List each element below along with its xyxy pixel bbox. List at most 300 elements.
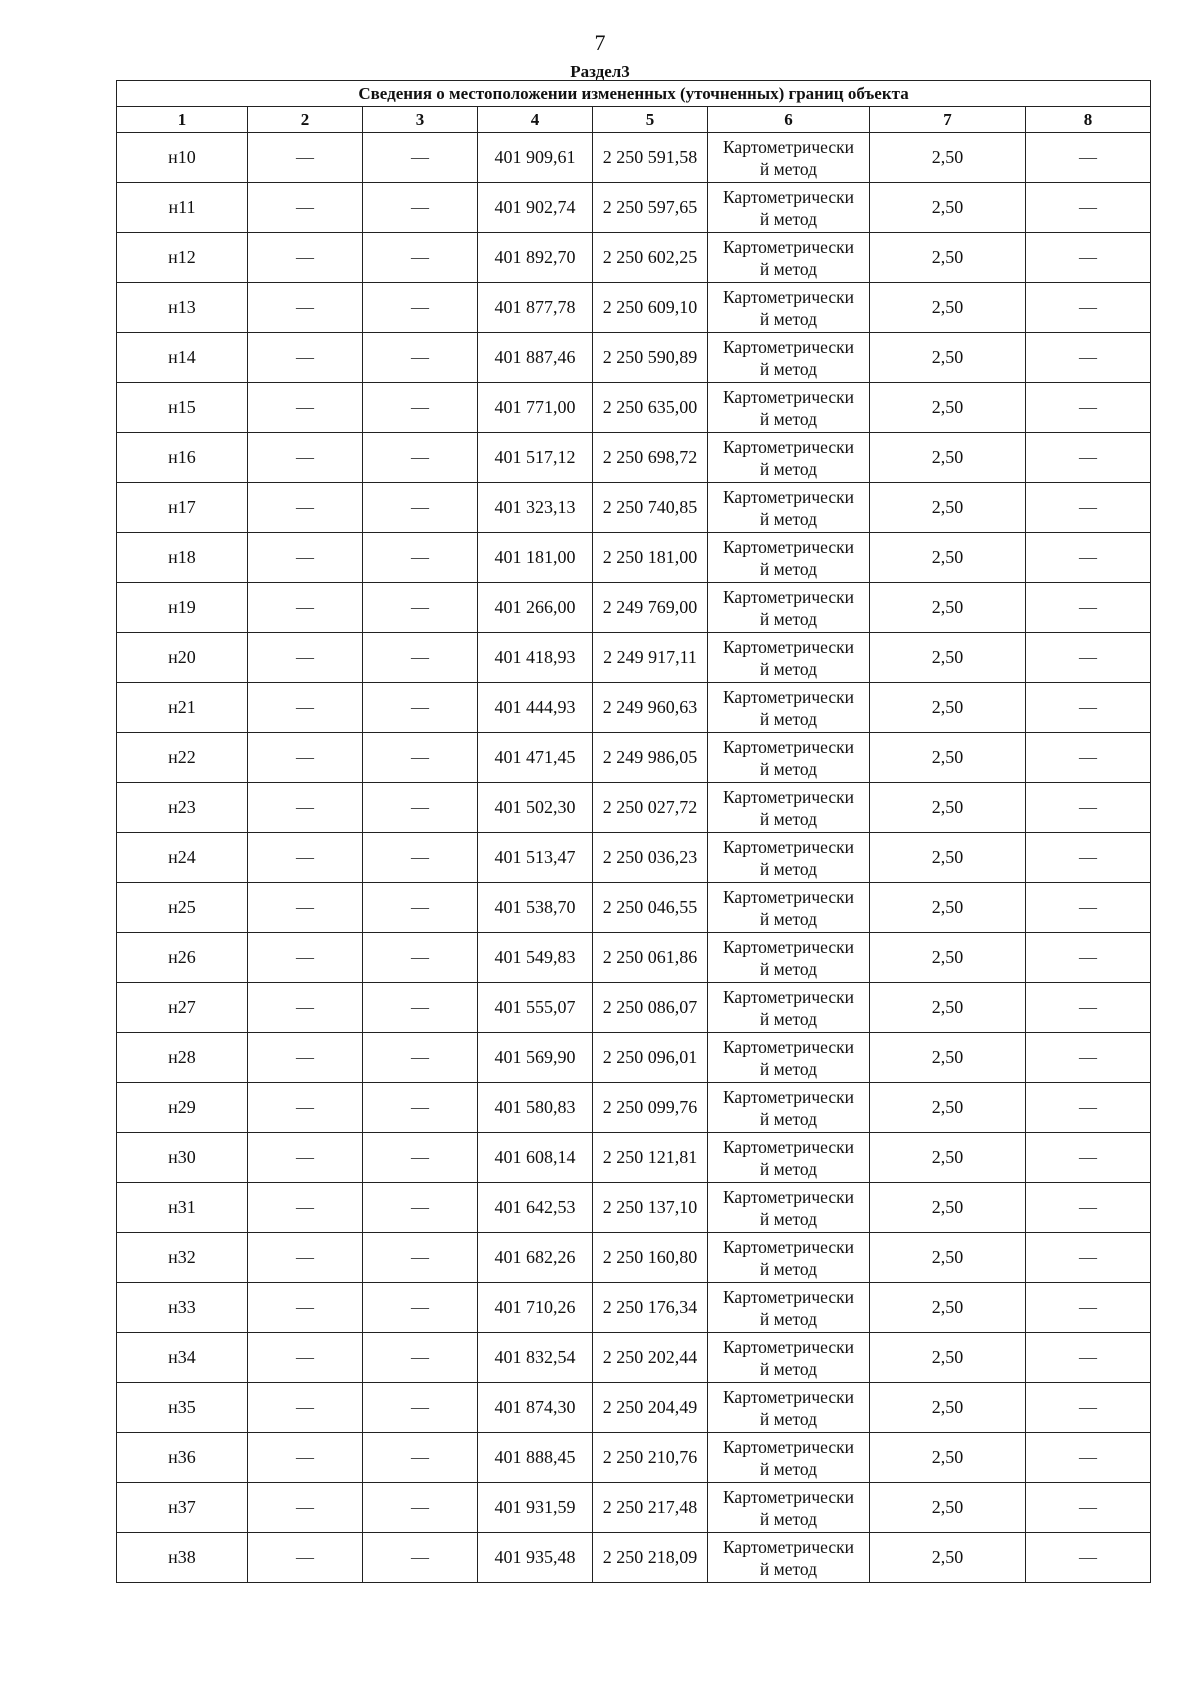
method-cell <box>708 133 870 183</box>
y-coordinate-cell: 2 249 960,63 <box>593 683 708 733</box>
method-line-1: Картометрически <box>722 586 855 607</box>
method-line-2: й метод <box>759 1258 818 1279</box>
point-cell: н10 <box>117 133 248 183</box>
method-line-2: й метод <box>759 658 818 679</box>
y-coordinate-cell: 2 250 181,00 <box>593 533 708 583</box>
method-line-2: й метод <box>759 1208 818 1229</box>
method-line-1: Картометрически <box>722 886 855 907</box>
method-cell <box>708 733 870 783</box>
accuracy-cell: 2,50 <box>870 1383 1026 1433</box>
column-number: 4 <box>478 107 593 133</box>
point-cell: н17 <box>117 483 248 533</box>
table-row <box>117 833 1151 883</box>
x-coordinate-cell: 401 580,83 <box>478 1083 593 1133</box>
col3-cell: — <box>363 133 478 183</box>
point-cell: н14 <box>117 333 248 383</box>
method-line-2: й метод <box>759 908 818 929</box>
x-coordinate-cell: 401 877,78 <box>478 283 593 333</box>
col2-cell: — <box>248 1033 363 1083</box>
col2-cell: — <box>248 1383 363 1433</box>
col3-cell: — <box>363 533 478 583</box>
table-row <box>117 1433 1151 1483</box>
table-row <box>117 583 1151 633</box>
method-line-2: й метод <box>759 1408 818 1429</box>
col2-cell: — <box>248 1483 363 1533</box>
col2-cell: — <box>248 1533 363 1583</box>
method-line-2: й метод <box>759 858 818 879</box>
col3-cell: — <box>363 383 478 433</box>
col3-cell: — <box>363 1183 478 1233</box>
col2-cell: — <box>248 983 363 1033</box>
point-cell: н19 <box>117 583 248 633</box>
col3-cell: — <box>363 1083 478 1133</box>
method-cell <box>708 833 870 883</box>
method-line-1: Картометрически <box>722 1436 855 1457</box>
y-coordinate-cell: 2 250 210,76 <box>593 1433 708 1483</box>
column-number: 5 <box>593 107 708 133</box>
table-row <box>117 433 1151 483</box>
boundary-table <box>116 80 1151 1583</box>
col3-cell: — <box>363 833 478 883</box>
accuracy-cell: 2,50 <box>870 1333 1026 1383</box>
point-cell: н24 <box>117 833 248 883</box>
accuracy-cell: 2,50 <box>870 283 1026 333</box>
x-coordinate-cell: 401 471,45 <box>478 733 593 783</box>
point-cell: н33 <box>117 1283 248 1333</box>
col8-cell: — <box>1026 883 1151 933</box>
col8-cell: — <box>1026 283 1151 333</box>
col3-cell: — <box>363 183 478 233</box>
col3-cell: — <box>363 1383 478 1433</box>
y-coordinate-cell: 2 250 046,55 <box>593 883 708 933</box>
column-number: 8 <box>1026 107 1151 133</box>
table-row <box>117 1333 1151 1383</box>
point-cell: н25 <box>117 883 248 933</box>
method-line-2: й метод <box>759 808 818 829</box>
method-line-2: й метод <box>759 708 818 729</box>
y-coordinate-cell: 2 250 590,89 <box>593 333 708 383</box>
point-cell: н18 <box>117 533 248 583</box>
col3-cell: — <box>363 233 478 283</box>
col8-cell: — <box>1026 1433 1151 1483</box>
method-cell <box>708 983 870 1033</box>
y-coordinate-cell: 2 249 769,00 <box>593 583 708 633</box>
col8-cell: — <box>1026 1383 1151 1433</box>
col2-cell: — <box>248 683 363 733</box>
table-row <box>117 183 1151 233</box>
method-cell <box>708 233 870 283</box>
accuracy-cell: 2,50 <box>870 883 1026 933</box>
col8-cell: — <box>1026 683 1151 733</box>
method-cell <box>708 1483 870 1533</box>
point-cell: н28 <box>117 1033 248 1083</box>
col3-cell: — <box>363 1433 478 1483</box>
y-coordinate-cell: 2 250 137,10 <box>593 1183 708 1233</box>
y-coordinate-cell: 2 250 635,00 <box>593 383 708 433</box>
y-coordinate-cell: 2 250 597,65 <box>593 183 708 233</box>
col2-cell: — <box>248 233 363 283</box>
table-row <box>117 483 1151 533</box>
method-cell <box>708 1133 870 1183</box>
accuracy-cell: 2,50 <box>870 383 1026 433</box>
col3-cell: — <box>363 683 478 733</box>
method-line-2: й метод <box>759 408 818 429</box>
point-cell: н37 <box>117 1483 248 1533</box>
point-cell: н23 <box>117 783 248 833</box>
method-line-1: Картометрически <box>722 1286 855 1307</box>
x-coordinate-cell: 401 549,83 <box>478 933 593 983</box>
point-cell: н32 <box>117 1233 248 1283</box>
method-cell <box>708 1033 870 1083</box>
column-number-row <box>117 107 1151 133</box>
col8-cell: — <box>1026 833 1151 883</box>
point-cell: н11 <box>117 183 248 233</box>
point-cell: н15 <box>117 383 248 433</box>
x-coordinate-cell: 401 935,48 <box>478 1533 593 1583</box>
col3-cell: — <box>363 1483 478 1533</box>
col2-cell: — <box>248 133 363 183</box>
method-line-2: й метод <box>759 358 818 379</box>
x-coordinate-cell: 401 323,13 <box>478 483 593 533</box>
accuracy-cell: 2,50 <box>870 233 1026 283</box>
table-row <box>117 533 1151 583</box>
x-coordinate-cell: 401 181,00 <box>478 533 593 583</box>
method-line-1: Картометрически <box>722 536 855 557</box>
col8-cell: — <box>1026 1183 1151 1233</box>
col3-cell: — <box>363 633 478 683</box>
accuracy-cell: 2,50 <box>870 1283 1026 1333</box>
table-body <box>117 133 1151 1583</box>
method-line-1: Картометрически <box>722 636 855 657</box>
y-coordinate-cell: 2 250 218,09 <box>593 1533 708 1583</box>
method-line-1: Картометрически <box>722 1136 855 1157</box>
col2-cell: — <box>248 783 363 833</box>
method-line-1: Картометрически <box>722 986 855 1007</box>
method-cell <box>708 533 870 583</box>
x-coordinate-cell: 401 608,14 <box>478 1133 593 1183</box>
col2-cell: — <box>248 283 363 333</box>
table-row <box>117 783 1151 833</box>
point-cell: н34 <box>117 1333 248 1383</box>
method-line-1: Картометрически <box>722 1386 855 1407</box>
point-cell: н26 <box>117 933 248 983</box>
col3-cell: — <box>363 483 478 533</box>
col2-cell: — <box>248 533 363 583</box>
method-line-2: й метод <box>759 958 818 979</box>
y-coordinate-cell: 2 250 202,44 <box>593 1333 708 1383</box>
y-coordinate-cell: 2 250 609,10 <box>593 283 708 333</box>
column-number: 7 <box>870 107 1026 133</box>
column-number: 1 <box>117 107 248 133</box>
method-cell <box>708 483 870 533</box>
x-coordinate-cell: 401 502,30 <box>478 783 593 833</box>
method-line-2: й метод <box>759 1008 818 1029</box>
table-row <box>117 683 1151 733</box>
col8-cell: — <box>1026 1233 1151 1283</box>
col2-cell: — <box>248 333 363 383</box>
col2-cell: — <box>248 1283 363 1333</box>
method-line-1: Картометрически <box>722 486 855 507</box>
method-line-2: й метод <box>759 508 818 529</box>
method-cell <box>708 633 870 683</box>
method-cell <box>708 1233 870 1283</box>
method-line-1: Картометрически <box>722 836 855 857</box>
accuracy-cell: 2,50 <box>870 1483 1026 1533</box>
col3-cell: — <box>363 583 478 633</box>
x-coordinate-cell: 401 538,70 <box>478 883 593 933</box>
y-coordinate-cell: 2 250 121,81 <box>593 1133 708 1183</box>
column-number: 3 <box>363 107 478 133</box>
method-line-1: Картометрически <box>722 1186 855 1207</box>
col8-cell: — <box>1026 1033 1151 1083</box>
col2-cell: — <box>248 733 363 783</box>
method-cell <box>708 1533 870 1583</box>
accuracy-cell: 2,50 <box>870 133 1026 183</box>
x-coordinate-cell: 401 874,30 <box>478 1383 593 1433</box>
method-line-2: й метод <box>759 308 818 329</box>
method-cell <box>708 1433 870 1483</box>
col3-cell: — <box>363 983 478 1033</box>
method-line-2: й метод <box>759 1158 818 1179</box>
col3-cell: — <box>363 783 478 833</box>
col2-cell: — <box>248 483 363 533</box>
accuracy-cell: 2,50 <box>870 783 1026 833</box>
method-cell <box>708 1083 870 1133</box>
method-line-1: Картометрически <box>722 236 855 257</box>
method-cell <box>708 583 870 633</box>
table-caption: Сведения о местоположении измененных (уточненных) границ объекта <box>117 81 1151 107</box>
table-row <box>117 1283 1151 1333</box>
x-coordinate-cell: 401 888,45 <box>478 1433 593 1483</box>
method-line-1: Картометрически <box>722 936 855 957</box>
section-title: Раздел3 <box>570 62 630 81</box>
method-line-1: Картометрически <box>722 1486 855 1507</box>
table-row <box>117 1033 1151 1083</box>
col8-cell: — <box>1026 433 1151 483</box>
method-line-1: Картометрически <box>722 286 855 307</box>
table-row <box>117 1133 1151 1183</box>
y-coordinate-cell: 2 250 061,86 <box>593 933 708 983</box>
method-line-1: Картометрически <box>722 736 855 757</box>
x-coordinate-cell: 401 832,54 <box>478 1333 593 1383</box>
x-coordinate-cell: 401 569,90 <box>478 1033 593 1083</box>
method-line-2: й метод <box>759 558 818 579</box>
col8-cell: — <box>1026 333 1151 383</box>
x-coordinate-cell: 401 642,53 <box>478 1183 593 1233</box>
col8-cell: — <box>1026 1333 1151 1383</box>
method-line-2: й метод <box>759 1558 818 1579</box>
method-line-1: Картометрически <box>722 686 855 707</box>
point-cell: н35 <box>117 1383 248 1433</box>
x-coordinate-cell: 401 902,74 <box>478 183 593 233</box>
col3-cell: — <box>363 733 478 783</box>
table-row <box>117 1083 1151 1133</box>
x-coordinate-cell: 401 444,93 <box>478 683 593 733</box>
col8-cell: — <box>1026 233 1151 283</box>
table-row <box>117 133 1151 183</box>
accuracy-cell: 2,50 <box>870 483 1026 533</box>
col8-cell: — <box>1026 183 1151 233</box>
point-cell: н27 <box>117 983 248 1033</box>
method-line-1: Картометрически <box>722 1086 855 1107</box>
point-cell: н30 <box>117 1133 248 1183</box>
table-row <box>117 633 1151 683</box>
col2-cell: — <box>248 933 363 983</box>
accuracy-cell: 2,50 <box>870 433 1026 483</box>
method-cell <box>708 1383 870 1433</box>
x-coordinate-cell: 401 909,61 <box>478 133 593 183</box>
y-coordinate-cell: 2 250 176,34 <box>593 1283 708 1333</box>
table-row <box>117 883 1151 933</box>
accuracy-cell: 2,50 <box>870 533 1026 583</box>
point-cell: н13 <box>117 283 248 333</box>
col8-cell: — <box>1026 383 1151 433</box>
col8-cell: — <box>1026 733 1151 783</box>
y-coordinate-cell: 2 250 160,80 <box>593 1233 708 1283</box>
y-coordinate-cell: 2 250 591,58 <box>593 133 708 183</box>
y-coordinate-cell: 2 250 740,85 <box>593 483 708 533</box>
y-coordinate-cell: 2 250 204,49 <box>593 1383 708 1433</box>
accuracy-cell: 2,50 <box>870 1233 1026 1283</box>
method-line-1: Картометрически <box>722 386 855 407</box>
y-coordinate-cell: 2 250 027,72 <box>593 783 708 833</box>
point-cell: н36 <box>117 1433 248 1483</box>
col3-cell: — <box>363 933 478 983</box>
col2-cell: — <box>248 1183 363 1233</box>
table-row <box>117 1383 1151 1433</box>
point-cell: н38 <box>117 1533 248 1583</box>
method-line-1: Картометрически <box>722 336 855 357</box>
method-line-2: й метод <box>759 458 818 479</box>
table-row <box>117 1233 1151 1283</box>
table-row <box>117 1483 1151 1533</box>
col2-cell: — <box>248 1233 363 1283</box>
y-coordinate-cell: 2 250 217,48 <box>593 1483 708 1533</box>
x-coordinate-cell: 401 771,00 <box>478 383 593 433</box>
col3-cell: — <box>363 1233 478 1283</box>
accuracy-cell: 2,50 <box>870 1533 1026 1583</box>
table-row <box>117 733 1151 783</box>
col8-cell: — <box>1026 1283 1151 1333</box>
col3-cell: — <box>363 1333 478 1383</box>
method-cell <box>708 1183 870 1233</box>
accuracy-cell: 2,50 <box>870 633 1026 683</box>
point-cell: н21 <box>117 683 248 733</box>
accuracy-cell: 2,50 <box>870 1033 1026 1083</box>
method-line-2: й метод <box>759 1458 818 1479</box>
method-cell <box>708 283 870 333</box>
col8-cell: — <box>1026 1083 1151 1133</box>
col8-cell: — <box>1026 583 1151 633</box>
col2-cell: — <box>248 1133 363 1183</box>
col2-cell: — <box>248 383 363 433</box>
method-line-2: й метод <box>759 208 818 229</box>
col8-cell: — <box>1026 983 1151 1033</box>
accuracy-cell: 2,50 <box>870 183 1026 233</box>
y-coordinate-cell: 2 250 096,01 <box>593 1033 708 1083</box>
accuracy-cell: 2,50 <box>870 1083 1026 1133</box>
accuracy-cell: 2,50 <box>870 833 1026 883</box>
accuracy-cell: 2,50 <box>870 683 1026 733</box>
accuracy-cell: 2,50 <box>870 1433 1026 1483</box>
method-cell <box>708 433 870 483</box>
col3-cell: — <box>363 1033 478 1083</box>
method-cell <box>708 183 870 233</box>
x-coordinate-cell: 401 931,59 <box>478 1483 593 1533</box>
col2-cell: — <box>248 433 363 483</box>
x-coordinate-cell: 401 555,07 <box>478 983 593 1033</box>
table-row <box>117 933 1151 983</box>
method-line-1: Картометрически <box>722 1236 855 1257</box>
table-row <box>117 1183 1151 1233</box>
page-number: 7 <box>594 30 606 55</box>
col8-cell: — <box>1026 533 1151 583</box>
col8-cell: — <box>1026 1483 1151 1533</box>
point-cell: н31 <box>117 1183 248 1233</box>
method-cell <box>708 783 870 833</box>
col8-cell: — <box>1026 1133 1151 1183</box>
point-cell: н16 <box>117 433 248 483</box>
point-cell: н20 <box>117 633 248 683</box>
col2-cell: — <box>248 583 363 633</box>
accuracy-cell: 2,50 <box>870 1183 1026 1233</box>
col2-cell: — <box>248 633 363 683</box>
y-coordinate-cell: 2 250 086,07 <box>593 983 708 1033</box>
col3-cell: — <box>363 333 478 383</box>
col2-cell: — <box>248 183 363 233</box>
col3-cell: — <box>363 283 478 333</box>
col3-cell: — <box>363 1133 478 1183</box>
col2-cell: — <box>248 1433 363 1483</box>
method-line-2: й метод <box>759 1108 818 1129</box>
accuracy-cell: 2,50 <box>870 583 1026 633</box>
table-row <box>117 233 1151 283</box>
col2-cell: — <box>248 833 363 883</box>
col2-cell: — <box>248 1333 363 1383</box>
col3-cell: — <box>363 1533 478 1583</box>
x-coordinate-cell: 401 517,12 <box>478 433 593 483</box>
table-row <box>117 983 1151 1033</box>
method-line-1: Картометрически <box>722 186 855 207</box>
col3-cell: — <box>363 883 478 933</box>
table-row <box>117 333 1151 383</box>
method-line-2: й метод <box>759 1308 818 1329</box>
method-cell <box>708 683 870 733</box>
col8-cell: — <box>1026 633 1151 683</box>
method-line-2: й метод <box>759 608 818 629</box>
x-coordinate-cell: 401 892,70 <box>478 233 593 283</box>
method-cell <box>708 383 870 433</box>
method-line-1: Картометрически <box>722 1336 855 1357</box>
table-row <box>117 383 1151 433</box>
col8-cell: — <box>1026 1533 1151 1583</box>
method-cell <box>708 1333 870 1383</box>
method-line-2: й метод <box>759 258 818 279</box>
x-coordinate-cell: 401 887,46 <box>478 333 593 383</box>
col8-cell: — <box>1026 133 1151 183</box>
col8-cell: — <box>1026 483 1151 533</box>
accuracy-cell: 2,50 <box>870 1133 1026 1183</box>
accuracy-cell: 2,50 <box>870 933 1026 983</box>
col2-cell: — <box>248 883 363 933</box>
method-line-1: Картометрически <box>722 1536 855 1557</box>
table-row <box>117 1533 1151 1583</box>
caption-row <box>117 81 1151 107</box>
x-coordinate-cell: 401 682,26 <box>478 1233 593 1283</box>
y-coordinate-cell: 2 250 099,76 <box>593 1083 708 1133</box>
method-line-1: Картометрически <box>722 436 855 457</box>
method-line-1: Картометрически <box>722 786 855 807</box>
